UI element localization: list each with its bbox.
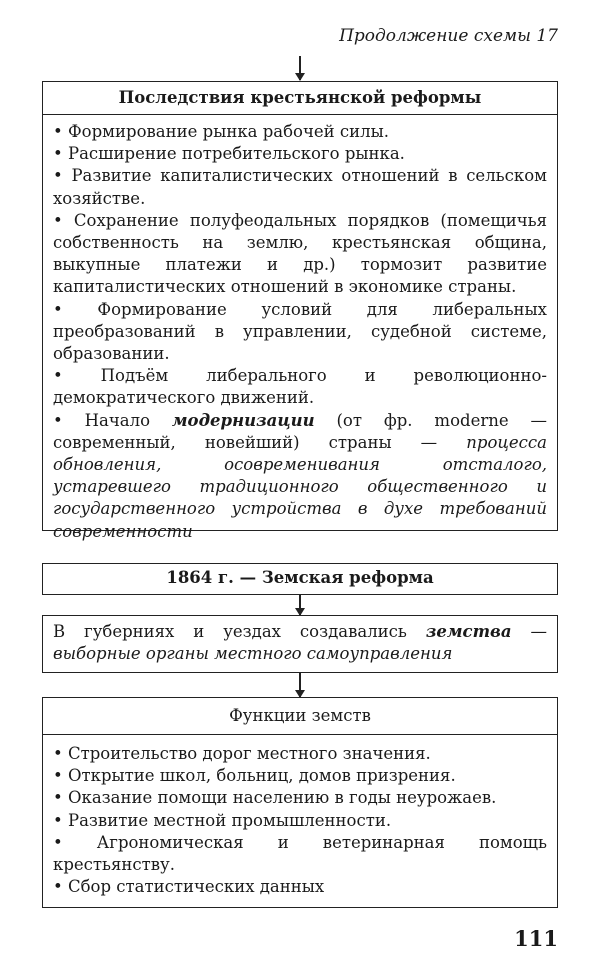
consequence-item: • Формирование условий для либеральных преобразований в управлении, судебной системе, образовании. xyxy=(53,299,547,366)
function-item: • Открытие школ, больниц, домов призрения. xyxy=(53,765,547,787)
arrow-down-top xyxy=(299,56,301,80)
zemstvo-term: земства xyxy=(425,622,512,641)
functions-list xyxy=(43,735,557,904)
zemstvo-reform-title: 1864 г. — Земская реформа xyxy=(166,568,434,587)
consequences-list xyxy=(43,115,557,549)
consequence-item: • Расширение потребительского рынка. xyxy=(53,143,547,165)
consequence-item: • Сохранение полуфеодальных порядков (помещичья собственность на землю, крестьянская община, выкупные платежи и др.) тормозит развитие капиталистических отношений в экономике страны. xyxy=(53,210,547,299)
modernization-definition: процесса обновления, осовременивания отсталого, устаревшего традиционного общественного и государственного устройства в духе требований современности xyxy=(53,432,547,541)
consequence-item-modernization xyxy=(53,410,547,543)
function-item: • Развитие местной промышленности. xyxy=(53,810,547,832)
function-item: • Сбор статистических данных xyxy=(53,876,547,898)
zemstvo-def-definition: — выборные органы местного самоуправления xyxy=(53,622,547,664)
zemstvo-definition-text xyxy=(43,616,557,671)
modernization-prefix: Начало xyxy=(84,410,172,430)
functions-box xyxy=(42,697,558,908)
consequence-item: • Развитие капиталистических отношений в сельском хозяйстве. xyxy=(53,165,547,209)
modernization-middle: (от фр. moderne — современный, новейший) страны — xyxy=(53,410,547,452)
page-number: 111 xyxy=(514,926,558,951)
zemstvo-def-prefix: В губерниях и уездах создавались xyxy=(53,622,426,641)
function-item: • Строительство дорог местного значения. xyxy=(53,743,547,765)
arrow-down-lower xyxy=(299,673,301,697)
zemstvo-reform-box xyxy=(42,563,558,595)
functions-title: Функции земств xyxy=(43,698,557,735)
function-item: • Оказание помощи населению в годы неурожаев. xyxy=(53,787,547,809)
arrow-down-middle xyxy=(299,595,301,615)
function-item: • Агрономическая и ветеринарная помощь крестьянству. xyxy=(53,832,547,876)
consequences-title: Последствия крестьянской реформы xyxy=(43,82,557,115)
modernization-term: модернизации xyxy=(171,410,315,430)
consequence-item: • Формирование рынка рабочей силы. xyxy=(53,121,547,143)
continuation-label: Продолжение схемы 17 xyxy=(339,26,558,46)
consequence-item: • Подъём либерального и революционно-демократического движений. xyxy=(53,365,547,409)
zemstvo-definition-box xyxy=(42,615,558,673)
consequences-box xyxy=(42,81,558,541)
